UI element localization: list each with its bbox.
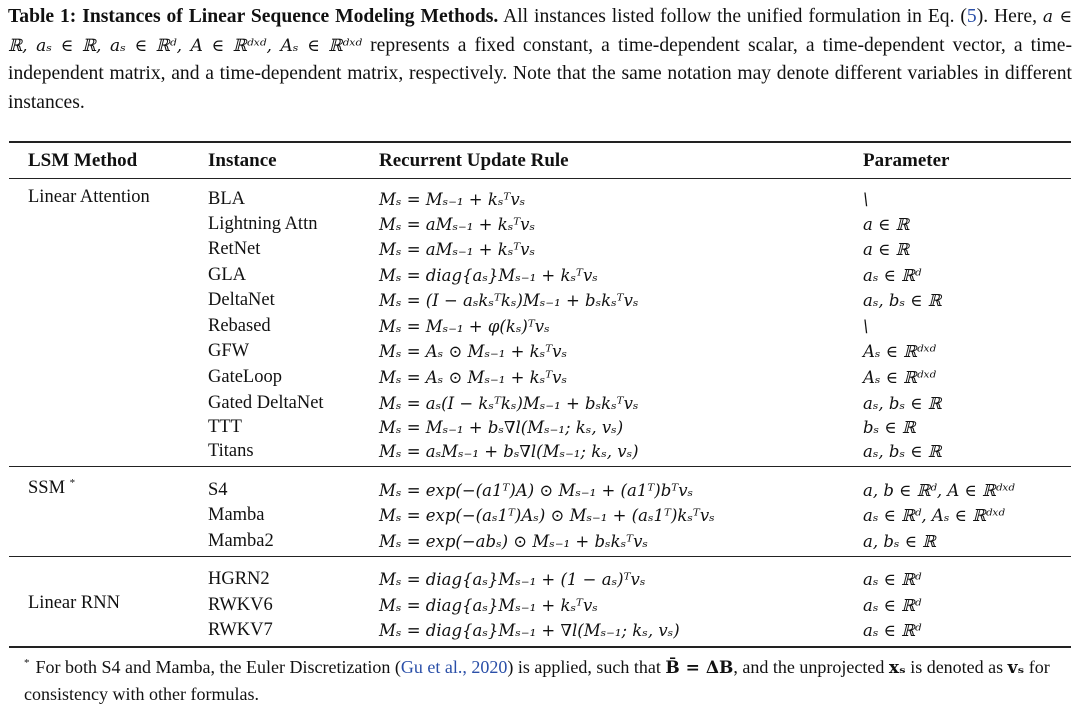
footnote xyxy=(24,650,1072,707)
footnote-text-4: is denoted as xyxy=(905,657,1008,677)
cell-instance: GLA xyxy=(208,265,247,285)
caption-text-1: All instances listed follow the unified formulation in Eq. ( xyxy=(498,6,967,27)
cell-parameter: aₛ, bₛ ∈ ℝ xyxy=(863,394,942,413)
cell-parameter: Aₛ ∈ ℝᵈˣᵈ xyxy=(863,368,936,387)
cell-instance: GFW xyxy=(208,341,250,361)
cell-instance: RWKV6 xyxy=(208,595,273,615)
cell-update-rule: Mₛ = exp(−(aₛ1ᵀ)Aₛ) ⊙ Mₛ₋₁ + (aₛ1ᵀ)kₛᵀvₛ xyxy=(379,506,715,525)
cell-parameter: aₛ, bₛ ∈ ℝ xyxy=(863,442,942,461)
table-row xyxy=(0,288,1080,313)
header-parameter: Parameter xyxy=(863,150,950,171)
cell-instance: Mamba xyxy=(208,505,265,525)
cell-update-rule: Mₛ = diag{aₛ}Mₛ₋₁ + (1 − aₛ)ᵀvₛ xyxy=(379,570,646,589)
cell-parameter: a ∈ ℝ xyxy=(863,215,910,234)
table-row xyxy=(0,314,1080,339)
citation-link[interactable]: Gu et al., 2020 xyxy=(400,657,508,677)
caption-title: Instances of Linear Sequence Modeling Methods. xyxy=(82,6,499,27)
cell-update-rule: Mₛ = Mₛ₋₁ + bₛ∇l(Mₛ₋₁; kₛ, vₛ) xyxy=(379,418,624,437)
cell-parameter: a, b ∈ ℝᵈ, A ∈ ℝᵈˣᵈ xyxy=(863,481,1015,500)
cell-parameter: Aₛ ∈ ℝᵈˣᵈ xyxy=(863,342,936,361)
cell-parameter: a ∈ ℝ xyxy=(863,240,910,259)
header-update-rule: Recurrent Update Rule xyxy=(379,150,569,171)
equation-reference-link[interactable]: 5 xyxy=(966,6,977,27)
table-row xyxy=(0,365,1080,390)
top-rule xyxy=(9,141,1071,143)
cell-instance: RWKV7 xyxy=(208,620,273,640)
cell-instance: TTT xyxy=(208,417,242,437)
table-row xyxy=(0,529,1080,554)
header-rule xyxy=(9,178,1071,179)
footnote-text-3: , and the unprojected xyxy=(733,657,889,677)
table-caption xyxy=(8,3,1072,117)
cell-parameter: aₛ ∈ ℝᵈ xyxy=(863,266,922,285)
cell-parameter: aₛ ∈ ℝᵈ xyxy=(863,596,922,615)
cell-update-rule: Mₛ = diag{aₛ}Mₛ₋₁ + ∇l(Mₛ₋₁; kₛ, vₛ) xyxy=(379,621,680,640)
table-row xyxy=(0,618,1080,643)
cell-update-rule: Mₛ = diag{aₛ}Mₛ₋₁ + kₛᵀvₛ xyxy=(379,596,598,615)
footnote-math-1: B̄ = ΔB xyxy=(665,658,734,678)
group-label-linear-attention: Linear Attention xyxy=(28,187,150,207)
ssm-footnote-marker: * xyxy=(69,477,76,489)
table-row xyxy=(0,478,1080,503)
cell-update-rule: Mₛ = Aₛ ⊙ Mₛ₋₁ + kₛᵀvₛ xyxy=(379,342,568,361)
cell-instance: Rebased xyxy=(208,316,271,336)
group-label-linear-rnn: Linear RNN xyxy=(28,593,120,613)
bottom-rule xyxy=(9,646,1071,648)
cell-parameter: aₛ ∈ ℝᵈ xyxy=(863,621,922,640)
footnote-math-2: xₛ xyxy=(888,658,906,678)
cell-update-rule: Mₛ = exp(−abₛ) ⊙ Mₛ₋₁ + bₛkₛᵀvₛ xyxy=(379,532,648,551)
cell-update-rule: Mₛ = aMₛ₋₁ + kₛᵀvₛ xyxy=(379,215,536,234)
table-row xyxy=(0,187,1080,212)
cell-instance: RetNet xyxy=(208,239,261,259)
cell-instance: BLA xyxy=(208,189,245,209)
cell-update-rule: Mₛ = Aₛ ⊙ Mₛ₋₁ + kₛᵀvₛ xyxy=(379,368,568,387)
cell-parameter: aₛ ∈ ℝᵈ xyxy=(863,570,922,589)
cell-instance: DeltaNet xyxy=(208,290,275,310)
footnote-text-5: for consistency with other formulas. xyxy=(24,657,1050,704)
table-row xyxy=(0,415,1080,440)
table-row xyxy=(0,263,1080,288)
cell-parameter: a, bₛ ∈ ℝ xyxy=(863,532,936,551)
table-row xyxy=(0,391,1080,416)
cell-update-rule: Mₛ = exp(−(a1ᵀ)A) ⊙ Mₛ₋₁ + (a1ᵀ)bᵀvₛ xyxy=(379,481,694,500)
cell-update-rule: Mₛ = Mₛ₋₁ + kₛᵀvₛ xyxy=(379,190,526,209)
cell-update-rule: Mₛ = (I − aₛkₛᵀkₛ)Mₛ₋₁ + bₛkₛᵀvₛ xyxy=(379,291,639,310)
cell-parameter: aₛ, bₛ ∈ ℝ xyxy=(863,291,942,310)
cell-update-rule: Mₛ = aMₛ₋₁ + kₛᵀvₛ xyxy=(379,240,536,259)
table-row xyxy=(0,593,1080,618)
cell-instance: Gated DeltaNet xyxy=(208,393,324,413)
group-rule-2 xyxy=(9,556,1071,557)
cell-update-rule: Mₛ = Mₛ₋₁ + φ(kₛ)ᵀvₛ xyxy=(379,317,550,336)
caption-math: a ∈ ℝ, aₛ ∈ ℝ, aₛ ∈ ℝᵈ, A ∈ ℝᵈˣᵈ, Aₛ ∈ ℝᵈˣᵈ xyxy=(8,7,1073,56)
cell-update-rule: Mₛ = aₛMₛ₋₁ + bₛ∇l(Mₛ₋₁; kₛ, vₛ) xyxy=(379,442,639,461)
header-instance: Instance xyxy=(208,150,277,171)
cell-update-rule: Mₛ = aₛ(I − kₛᵀkₛ)Mₛ₋₁ + bₛkₛᵀvₛ xyxy=(379,394,639,413)
table-row xyxy=(0,503,1080,528)
caption-text-3: represents a fixed constant, a time-dependent scalar, a time-dependent vector, a time-independent matrix, and a time-dependent matrix, respectively. Note that the same notation may denote different variables in different instances. xyxy=(8,34,1072,113)
cell-update-rule: Mₛ = diag{aₛ}Mₛ₋₁ + kₛᵀvₛ xyxy=(379,266,598,285)
cell-instance: Lightning Attn xyxy=(208,214,318,234)
footnote-text-1: For both S4 and Mamba, the Euler Discretization ( xyxy=(35,657,401,677)
cell-instance: Mamba2 xyxy=(208,531,274,551)
cell-parameter: \ xyxy=(863,190,869,209)
cell-parameter: bₛ ∈ ℝ xyxy=(863,418,916,437)
group-label-ssm: SSM * xyxy=(28,477,76,499)
table-row xyxy=(0,439,1080,464)
footnote-text-2: ) is applied, such that xyxy=(507,657,666,677)
footnote-marker: * xyxy=(24,657,30,669)
group-rule-1 xyxy=(9,466,1071,467)
footnote-math-3: vₛ xyxy=(1007,658,1025,678)
cell-instance: Titans xyxy=(208,441,254,461)
cell-instance: HGRN2 xyxy=(208,569,270,589)
cell-parameter: aₛ ∈ ℝᵈ, Aₛ ∈ ℝᵈˣᵈ xyxy=(863,506,1005,525)
table-row xyxy=(0,567,1080,592)
caption-label: Table 1: xyxy=(8,6,77,27)
caption-text-2: ). Here, xyxy=(976,6,1043,27)
table-row xyxy=(0,237,1080,262)
cell-instance: GateLoop xyxy=(208,367,282,387)
table-row xyxy=(0,212,1080,237)
cell-instance: S4 xyxy=(208,480,228,500)
header-lsm-method: LSM Method xyxy=(28,150,138,171)
table-row xyxy=(0,339,1080,364)
cell-parameter: \ xyxy=(863,317,869,336)
